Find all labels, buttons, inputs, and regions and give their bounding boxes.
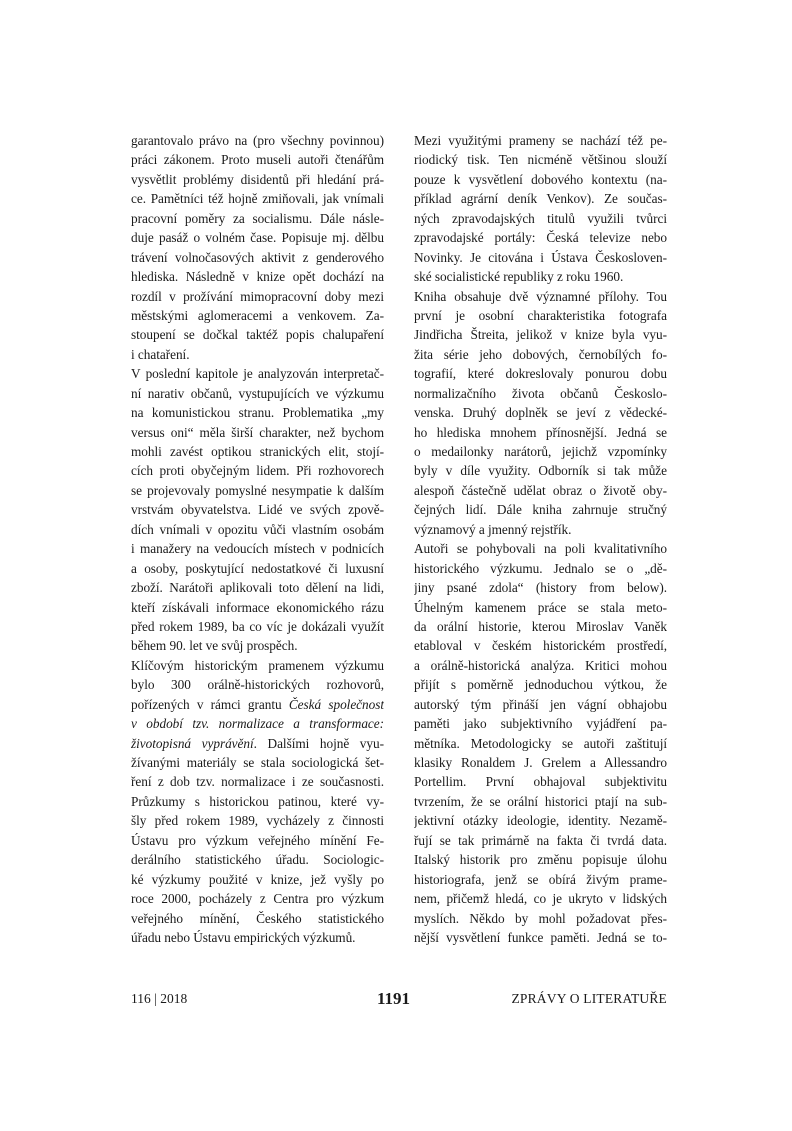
text-run: jiny psané zdola“ (history from below). (414, 580, 667, 596)
text-line (414, 559, 667, 578)
text-line (131, 734, 384, 753)
text-line (131, 384, 384, 403)
text-run: významový a jmenný rejstřík. (414, 521, 572, 537)
text-line (414, 695, 667, 714)
text-line (414, 442, 667, 461)
left-text-column (131, 131, 384, 947)
text-run: versus oni“ měla širší charakter, než bychom (131, 424, 384, 440)
text-run: Klíčovým historickým pramenem výzkumu (131, 657, 384, 673)
text-run: klasiky Ronaldem J. Grelem a Allessandro (414, 755, 667, 770)
text-line (414, 539, 667, 558)
text-run: normalizačního života občanů Českoslo- (414, 385, 667, 401)
text-line (414, 928, 667, 947)
text-run: čejných lidí. Dále kniha zahrnuje stručný (414, 502, 667, 518)
text-run: ké výzkumy použité v knize, jež vyšly po (131, 871, 384, 887)
text-line (131, 500, 384, 519)
text-line (131, 461, 384, 480)
text-line (131, 889, 384, 908)
text-run: Ústavu pro výzkum veřejného mínění Fe- (131, 832, 384, 848)
text-line (131, 150, 384, 169)
text-line (131, 753, 384, 772)
text-line (131, 442, 384, 461)
text-line (131, 481, 384, 500)
text-run: venska. Druhý doplněk se jeví z vědecké- (414, 405, 667, 421)
italic-title: v období tzv. normalizace a transformace: (131, 716, 384, 732)
text-run: nější vysvětlení funkce paměti. Jedná se to- (414, 929, 667, 945)
text-line (414, 423, 667, 442)
text-run: o medailonky narátorů, jejichž vzpomínky (414, 444, 667, 459)
text-run: autorský tým přináší jen vágní obhajobu (414, 696, 667, 712)
text-run: Jindřicha Štreita, jelikož v knize byla vyu- (414, 327, 667, 343)
text-line (414, 811, 667, 830)
text-run: derálního statistického úřadu. Sociologic- (131, 852, 384, 868)
text-run: šly před rokem 1989, vycházely z činnosti (131, 813, 384, 829)
text-run: žívanými materiály se stala sociologická šet- (131, 755, 384, 770)
text-line (414, 248, 667, 267)
text-run: trávení volnočasových aktivit z genderového (131, 249, 384, 265)
text-line (414, 267, 667, 286)
text-line (414, 150, 667, 169)
text-run: ho hlediska mnohem přínosnější. Jedná se (414, 424, 667, 440)
text-run: tvrzením, že se orální historici ptají na sub- (414, 793, 667, 809)
text-run: paměti jako subjektivního vyjádření pa- (414, 716, 667, 732)
text-line (414, 287, 667, 306)
text-run: garantovalo právo na (pro všechny povinnou) (131, 133, 384, 148)
text-line (131, 267, 384, 286)
text-run: městskými aglomeracemi a venkovem. Za- (131, 307, 384, 323)
text-run: historického výzkumu. Jednalo se o „dě- (414, 560, 667, 576)
text-line (131, 675, 384, 694)
text-line (414, 734, 667, 753)
text-line (131, 325, 384, 344)
text-run: příklad agrární deník Venkov). Ze součas- (414, 191, 667, 207)
text-line (414, 792, 667, 811)
text-line (414, 753, 667, 772)
text-run: Průzkumy s historickou patinou, které vy- (131, 793, 384, 809)
text-run: pracovní poměry za socialismu. Dále násle- (131, 210, 384, 226)
text-line (131, 656, 384, 675)
text-line (131, 870, 384, 889)
text-line (414, 831, 667, 850)
text-line (414, 403, 667, 422)
text-line (414, 598, 667, 617)
text-run: řují se tak primárně na fakta či tvrdá data. (414, 832, 667, 848)
text-run: úřadu nebo Ústavu empirických výzkumů. (131, 929, 356, 945)
text-run: historiografa, jenž se obírá živým prame- (414, 871, 667, 887)
text-line (414, 209, 667, 228)
text-run: se projevovaly pomyslné nesympatie k dalším (131, 482, 384, 498)
text-line (131, 850, 384, 869)
text-line (414, 384, 667, 403)
text-run: i manažery na vedoucích místech v podnicích (131, 541, 384, 557)
text-line (414, 714, 667, 733)
text-line (131, 403, 384, 422)
text-line (131, 831, 384, 850)
text-run: hlediska. Následně v knize opět dochází na (131, 269, 384, 285)
text-run: zpravodajské portály: Česká televize nebo (414, 230, 667, 246)
text-run: přijít s poměrně jednoduchou výtkou, že (414, 677, 667, 693)
text-run: během 90. let ve svůj prospěch. (131, 638, 298, 654)
text-run: cích proti obyčejným lidem. Při rozhovorech (131, 463, 384, 479)
text-run: ření z dob tzv. normalizace i ze současnosti. (131, 774, 384, 790)
text-run: Italský historik pro změnu popisuje úlohu (414, 852, 667, 868)
text-line (414, 228, 667, 247)
italic-title: Česká společnost (288, 696, 384, 712)
text-line (131, 423, 384, 442)
text-line (131, 209, 384, 228)
text-line (414, 500, 667, 519)
text-line (414, 481, 667, 500)
text-line (414, 325, 667, 344)
footer-issue: 116 | 2018 (131, 991, 188, 1006)
text-run: duje pasáž o volném čase. Popisuje mj. dělbu (131, 230, 384, 246)
text-run: V poslední kapitole je analyzován interpretač- (131, 366, 384, 382)
text-line (131, 695, 384, 714)
text-line (131, 248, 384, 267)
text-run: dích vnímali v opozitu vůči vlastním osobám (131, 521, 384, 537)
text-line (131, 617, 384, 636)
text-run: nem, přičemž hledá, co je ukryto v lidských (414, 891, 667, 907)
text-run: ných zpravodajských titulů využili tvůrci (414, 210, 667, 226)
text-run: Mezi využitými prameny se nachází též pe- (414, 133, 667, 148)
right-text-column (414, 131, 667, 947)
text-line (131, 345, 384, 364)
page-number: 1191 (377, 989, 411, 1008)
text-run: mohli zavést optikou stranických elit, stojí- (131, 444, 384, 459)
text-run: da orální historie, kterou Miroslav Vaněk (414, 618, 667, 634)
text-line (414, 675, 667, 694)
text-line (131, 909, 384, 928)
text-line (131, 636, 384, 655)
text-line (131, 228, 384, 247)
text-line (131, 189, 384, 208)
text-run: pouze k vysvětlení dobového kontextu (na- (414, 171, 667, 187)
text-run: tografií, které dokreslovaly ponurou dobu (414, 366, 667, 382)
text-run: žita série jeho dobových, černobílých fo- (414, 346, 667, 362)
text-run: ní narativ občanů, vystupujících ve výzkumu (131, 385, 384, 401)
text-run: Úhelným kamenem práce se stala meto- (414, 599, 667, 615)
text-run: Portellim. První obhajoval subjektivitu (414, 774, 667, 790)
text-line (414, 131, 667, 150)
text-line (131, 131, 384, 150)
text-line (414, 889, 667, 908)
text-line (414, 870, 667, 889)
text-run: první je osobní charakteristika fotografa (414, 307, 667, 323)
text-run: a orálně-historická analýza. Kritici mohou (414, 657, 667, 673)
page-footer (131, 989, 667, 1013)
text-line (131, 578, 384, 597)
text-line (414, 461, 667, 480)
text-run: Novinky. Je citována i Ústava Českosloven- (414, 249, 667, 265)
text-run: Kniha obsahuje dvě významné přílohy. Tou (414, 288, 667, 304)
text-line (414, 578, 667, 597)
text-run: riodický tisk. Ten nicméně většinou slouží (414, 152, 667, 168)
text-line (414, 170, 667, 189)
text-run: i chataření. (131, 346, 190, 362)
text-line (414, 909, 667, 928)
text-run: etabloval v českém historickém prostředí, (414, 638, 667, 654)
text-run: myslích. Někdo by mohl požadovat přes- (414, 910, 667, 926)
text-run: jektivní otázky ideologie, identity. Nezamě- (414, 813, 667, 829)
text-line (414, 520, 667, 539)
text-run: . Dalšími hojně vyu- (253, 735, 384, 751)
text-run: mětníka. Metodologicky se autoři zaštitují (414, 735, 667, 751)
text-line (131, 364, 384, 383)
text-run: před rokem 1989, ba co víc je dokázali využít (131, 618, 384, 634)
text-line (131, 811, 384, 830)
text-line (131, 520, 384, 539)
text-line (414, 772, 667, 791)
text-line (414, 850, 667, 869)
text-run: vrstvám obyvatelstva. Lidé ve svých zpově- (131, 502, 384, 518)
text-run: stoupení se dočkal taktéž popis chalupaření (131, 327, 384, 343)
text-line (414, 364, 667, 383)
text-run: práci zákonem. Proto museli autoři čtenářům (131, 152, 384, 168)
text-run: alespoň částečně udělat obraz o životě oby- (414, 482, 667, 498)
text-line (131, 539, 384, 558)
text-run: byly v díle využity. Odborník si tak může (414, 463, 667, 479)
text-line (414, 345, 667, 364)
text-run: zboží. Narátoři aplikovali toto dělení na lidi, (131, 580, 384, 596)
text-line (414, 636, 667, 655)
text-run: vysvětlit problémy disidentů při hledání prá- (131, 171, 384, 187)
text-line (131, 287, 384, 306)
text-line (414, 617, 667, 636)
text-line (414, 189, 667, 208)
text-run: roce 2000, pocházely z Centra pro výzkum (131, 891, 384, 907)
text-run: Autoři se pohybovali na poli kvalitativního (414, 541, 667, 557)
text-line (131, 598, 384, 617)
text-run: kteří získávali informace ekonomického rázu (131, 599, 384, 615)
text-line (414, 656, 667, 675)
text-run: ce. Pamětníci též hojně zmiňovali, jak vnímali (131, 191, 384, 207)
text-line (131, 170, 384, 189)
text-run: rozdíl v prožívání mimopracovní doby mezi (131, 288, 384, 304)
text-run: na komunistickou stranu. Problematika „my (131, 405, 384, 421)
text-line (131, 928, 384, 947)
text-run: pořízených v rámci grantu (131, 696, 289, 712)
text-line (131, 772, 384, 791)
journal-title: ZPRÁVY O LITERATUŘE (511, 991, 667, 1006)
text-line (131, 306, 384, 325)
text-line (131, 559, 384, 578)
text-run: a osoby, poskytující nedostatkové či luxusní (131, 560, 384, 576)
text-run: bylo 300 orálně-historických rozhovorů, (131, 677, 384, 693)
text-run: ské socialistické republiky z roku 1960. (414, 269, 624, 285)
text-line (131, 792, 384, 811)
text-line (414, 306, 667, 325)
text-run: veřejného mínění, Českého statistického (131, 910, 384, 926)
text-line (131, 714, 384, 733)
italic-title: životopisná vyprávění (131, 735, 254, 751)
